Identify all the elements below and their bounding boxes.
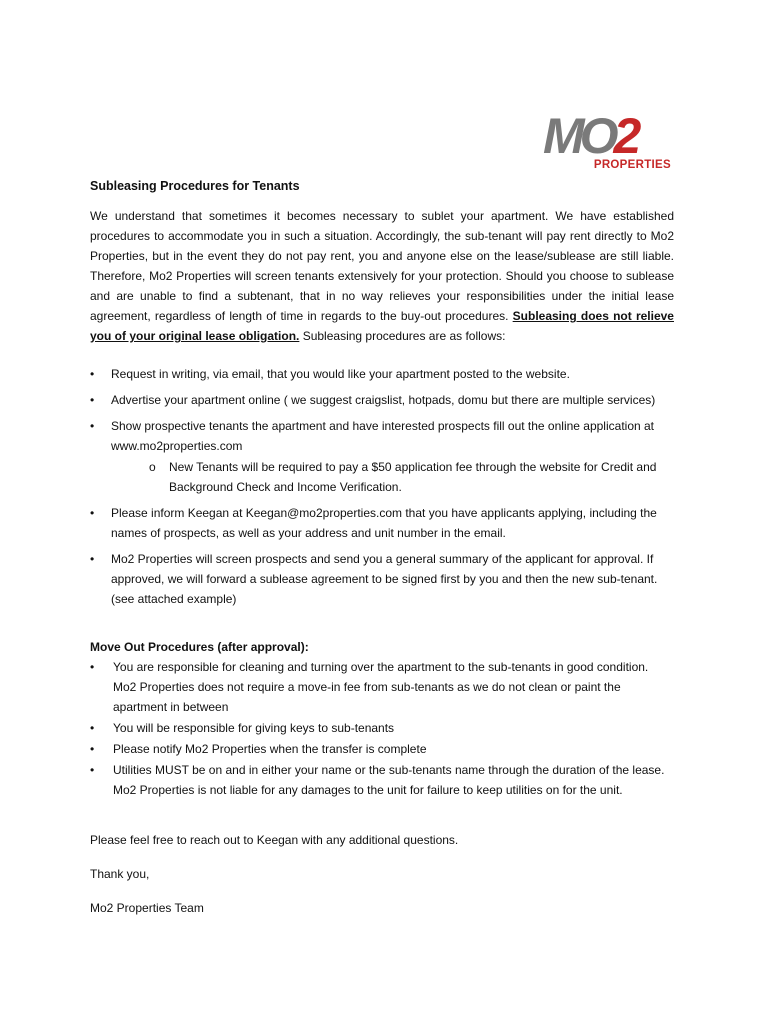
closing xyxy=(90,830,674,918)
list-item xyxy=(90,416,674,497)
closing-thanks: Thank you, xyxy=(90,867,150,881)
list-item: • You are responsible for cleaning and turning over the apartment to the sub-tenants in good condition. Mo2 Properties does not require a move-in fee from sub-tenants as we do not clean or paint the apartment in between xyxy=(90,657,674,717)
move-out-list xyxy=(90,657,674,800)
steps-list xyxy=(90,364,674,609)
step-text: • Show prospective tenants the apartment and have interested prospects fill out the online application at www.mo2properties.com xyxy=(111,419,655,453)
list-item: • You will be responsible for giving keys to sub-tenants xyxy=(90,718,674,738)
page-title: Subleasing Procedures for Tenants xyxy=(90,179,300,193)
sub-step xyxy=(111,457,674,497)
document-body xyxy=(90,176,674,918)
intro-text: We understand that sometimes it becomes necessary to sublet your apartment. We have established procedures to accommodate you in such a situation. Accordingly, the sub-tenant will pay rent directly to Mo2 Properties, but in the event they do not pay rent, you and anyone else on the lease/sublease are still liable. Therefore, Mo2 Properties will screen tenants extensively for your protection. Should you choose to sublease and are unable to find a subtenant, that in no way relieves your responsibilities under the initial lease agreement, regardless of length of time in regards to the buy-out procedures. xyxy=(90,209,674,323)
list-item: • Utilities MUST be on and in either your name or the sub-tenants name through the duration of the lease. Mo2 Properties is not liable for any damages to the unit for failure to keep utilities on for the unit. xyxy=(90,760,674,800)
sub-step-text: New Tenants will be required to pay a $50 application fee through the website for Credit and Background Check and Income Verification. xyxy=(169,460,657,494)
list-item: • Advertise your apartment online ( we suggest craigslist, hotpads, domu but there are multiple services) xyxy=(90,390,674,410)
intro-tail: Subleasing procedures are as follows: xyxy=(302,329,506,343)
list-item: • Request in writing, via email, that you would like your apartment posted to the website. xyxy=(90,364,674,384)
intro-emphasis: Subleasing does not relieve you of your original lease obligation. xyxy=(90,309,674,343)
logo-wordmark: MO2 xyxy=(543,108,637,164)
list-item: • Mo2 Properties will screen prospects and send you a general summary of the applicant for approval. If approved, we will forward a sublease agreement to be signed first by you and then the new sub-tenant. (see attached example) xyxy=(90,549,674,609)
move-out-title: Move Out Procedures (after approval): xyxy=(90,640,309,654)
sub-step-marker: o xyxy=(149,460,156,474)
closing-signature: Mo2 Properties Team xyxy=(90,901,204,915)
list-item: • Please inform Keegan at Keegan@mo2properties.com that you have applicants applying, including the names of prospects, as well as your address and unit number in the email. xyxy=(90,503,674,543)
intro-paragraph xyxy=(90,206,674,346)
closing-line: Please feel free to reach out to Keegan with any additional questions. xyxy=(90,833,459,847)
list-item: • Please notify Mo2 Properties when the transfer is complete xyxy=(90,739,674,759)
mo2-properties-logo xyxy=(543,108,671,175)
logo-subtext: PROPERTIES xyxy=(593,159,671,171)
